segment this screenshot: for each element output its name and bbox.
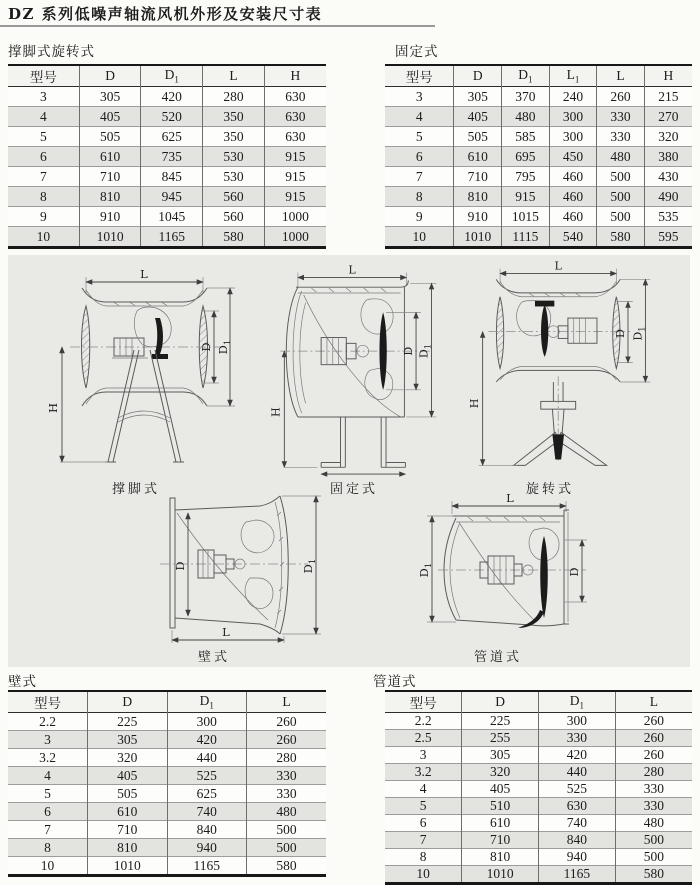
dim-label-d: D bbox=[199, 342, 213, 352]
table-cell: 8 bbox=[419, 849, 427, 864]
caption-duct: 管道式 bbox=[474, 649, 523, 664]
column-header: $D_1$ bbox=[141, 65, 203, 87]
dimension-table-fixed bbox=[385, 64, 692, 249]
table-cell: 5 bbox=[40, 128, 47, 144]
table-cell: 610 bbox=[462, 815, 539, 832]
table-cell: 405 bbox=[79, 107, 141, 127]
column-header: 型号 bbox=[405, 70, 433, 85]
table-cell: 940 bbox=[539, 849, 616, 866]
table-cell: 225 bbox=[88, 713, 168, 731]
table-row bbox=[385, 187, 692, 207]
table-cell: 320 bbox=[88, 749, 168, 767]
table-cell: 945 bbox=[141, 187, 203, 207]
table-cell: 9 bbox=[40, 208, 47, 224]
caption-fixed: 固定式 bbox=[330, 481, 379, 496]
table-row bbox=[385, 781, 692, 798]
table-row bbox=[385, 832, 692, 849]
table-cell: 215 bbox=[644, 87, 692, 107]
table-cell: 525 bbox=[539, 781, 616, 798]
table-cell: 10 bbox=[40, 857, 55, 873]
dim-label-d1: $D_1$ bbox=[631, 326, 647, 341]
table-cell: 540 bbox=[549, 227, 597, 248]
table-row bbox=[8, 167, 326, 187]
table-cell: 2.2 bbox=[39, 713, 56, 729]
table-cell: 610 bbox=[454, 147, 502, 167]
table-cell: 350 bbox=[203, 107, 265, 127]
table-cell: 10 bbox=[36, 228, 51, 244]
section-label-wall: 壁式 bbox=[8, 674, 37, 689]
table-cell: 480 bbox=[502, 107, 550, 127]
caption-support-foot: 撑脚式 bbox=[112, 481, 161, 496]
table-cell: 440 bbox=[539, 764, 616, 781]
table-cell: 330 bbox=[597, 127, 645, 147]
table-cell: 500 bbox=[247, 839, 327, 857]
table-row bbox=[385, 764, 692, 781]
table-cell: 915 bbox=[264, 147, 326, 167]
table-cell: 630 bbox=[539, 798, 616, 815]
table-cell: 480 bbox=[615, 815, 692, 832]
table-cell: 330 bbox=[539, 730, 616, 747]
table-cell: 3 bbox=[44, 731, 51, 747]
table-cell: 910 bbox=[79, 207, 141, 227]
dimension-table-support-rotary bbox=[8, 64, 326, 249]
table-cell: 6 bbox=[44, 803, 51, 819]
column-header: H bbox=[644, 65, 692, 87]
table-cell: 610 bbox=[88, 803, 168, 821]
table-cell: 480 bbox=[597, 147, 645, 167]
column-header: $D_1$ bbox=[502, 65, 550, 87]
table-cell: 8 bbox=[415, 188, 423, 204]
table-cell: 740 bbox=[539, 815, 616, 832]
table-cell: 4 bbox=[44, 767, 51, 783]
table-row bbox=[385, 849, 692, 866]
table-cell: 940 bbox=[167, 839, 247, 857]
dim-label-h: H bbox=[467, 398, 481, 409]
table-cell: 405 bbox=[88, 767, 168, 785]
section-label-support-rotary: 撑脚式旋转式 bbox=[8, 44, 95, 59]
table-cell: 595 bbox=[644, 227, 692, 248]
table-cell: 320 bbox=[644, 127, 692, 147]
table-cell: 510 bbox=[462, 798, 539, 815]
table-cell: 710 bbox=[88, 821, 168, 839]
section-label-duct: 管道式 bbox=[373, 674, 417, 689]
table-cell: 5 bbox=[415, 128, 423, 144]
table-cell: 260 bbox=[597, 87, 645, 107]
column-header: $D_1$ bbox=[167, 691, 247, 713]
table-cell: 350 bbox=[203, 127, 265, 147]
table-cell: 430 bbox=[644, 167, 692, 187]
dim-label-d: D bbox=[402, 346, 416, 356]
header-row bbox=[385, 691, 692, 713]
table-cell: 490 bbox=[644, 187, 692, 207]
dim-label-d: D bbox=[173, 561, 187, 571]
table-cell: 300 bbox=[539, 713, 616, 730]
table-cell: 910 bbox=[454, 207, 502, 227]
table-cell: 260 bbox=[247, 731, 327, 749]
table-cell: 810 bbox=[454, 187, 502, 207]
table-cell: 5 bbox=[419, 798, 427, 813]
table-cell: 710 bbox=[462, 832, 539, 849]
table-row bbox=[385, 207, 692, 227]
table-cell: 10 bbox=[412, 228, 426, 244]
table-cell: 225 bbox=[462, 713, 539, 730]
diagram-wall bbox=[140, 486, 335, 646]
table-row bbox=[385, 815, 692, 832]
column-header: H bbox=[264, 65, 326, 87]
table-row bbox=[385, 866, 692, 884]
dimension-table-duct bbox=[385, 690, 692, 885]
table-row bbox=[385, 167, 692, 187]
column-header: D bbox=[88, 691, 168, 713]
table-cell: 915 bbox=[264, 187, 326, 207]
table-cell: 915 bbox=[502, 187, 550, 207]
table-cell: 305 bbox=[88, 731, 168, 749]
table-row bbox=[8, 87, 326, 107]
table-cell: 710 bbox=[79, 167, 141, 187]
table-cell: 500 bbox=[597, 207, 645, 227]
table-cell: 500 bbox=[597, 167, 645, 187]
table-cell: 1115 bbox=[502, 227, 550, 248]
table-cell: 7 bbox=[419, 832, 427, 847]
table-row bbox=[8, 803, 326, 821]
table-cell: 305 bbox=[79, 87, 141, 107]
table-row bbox=[8, 147, 326, 167]
table-cell: 460 bbox=[549, 167, 597, 187]
column-header: D bbox=[79, 65, 141, 87]
table-cell: 3.2 bbox=[39, 749, 56, 765]
table-cell: 500 bbox=[597, 187, 645, 207]
table-cell: 330 bbox=[247, 767, 327, 785]
table-row bbox=[385, 747, 692, 764]
table-cell: 300 bbox=[549, 107, 597, 127]
table-cell: 3 bbox=[40, 88, 47, 104]
table-row bbox=[8, 127, 326, 147]
table-row bbox=[8, 767, 326, 785]
title-underline bbox=[0, 25, 435, 27]
table-cell: 7 bbox=[415, 168, 423, 184]
table-row bbox=[385, 107, 692, 127]
table-row bbox=[385, 127, 692, 147]
dim-label-l: L bbox=[222, 625, 230, 639]
table-row bbox=[385, 227, 692, 248]
table-cell: 810 bbox=[462, 849, 539, 866]
table-cell: 480 bbox=[247, 803, 327, 821]
table-cell: 580 bbox=[203, 227, 265, 248]
table-cell: 1165 bbox=[141, 227, 203, 248]
table-cell: 280 bbox=[615, 764, 692, 781]
table-cell: 6 bbox=[419, 815, 427, 830]
table-cell: 915 bbox=[264, 167, 326, 187]
table-cell: 810 bbox=[88, 839, 168, 857]
table-cell: 320 bbox=[462, 764, 539, 781]
table-cell: 280 bbox=[247, 749, 327, 767]
table-cell: 505 bbox=[79, 127, 141, 147]
table-cell: 845 bbox=[141, 167, 203, 187]
page-title: DZ 系列低噪声轴流风机外形及安装尺寸表 bbox=[8, 5, 323, 23]
table-cell: 270 bbox=[644, 107, 692, 127]
table-cell: 440 bbox=[167, 749, 247, 767]
section-label-fixed: 固定式 bbox=[395, 44, 439, 59]
table-cell: 240 bbox=[549, 87, 597, 107]
table-row bbox=[8, 227, 326, 248]
table-cell: 580 bbox=[597, 227, 645, 248]
table-cell: 260 bbox=[247, 713, 327, 731]
table-cell: 4 bbox=[415, 108, 423, 124]
table-cell: 630 bbox=[264, 87, 326, 107]
table-cell: 2.5 bbox=[414, 730, 432, 745]
table-row bbox=[385, 730, 692, 747]
table-cell: 625 bbox=[141, 127, 203, 147]
table-cell: 560 bbox=[203, 207, 265, 227]
table-cell: 710 bbox=[454, 167, 502, 187]
table-cell: 740 bbox=[167, 803, 247, 821]
table-cell: 330 bbox=[247, 785, 327, 803]
column-header: 型号 bbox=[34, 696, 61, 711]
dim-label-d1: $D_1$ bbox=[417, 344, 433, 359]
column-header: $D_1$ bbox=[539, 691, 616, 713]
table-cell: 260 bbox=[615, 730, 692, 747]
table-row bbox=[8, 187, 326, 207]
table-cell: 1000 bbox=[264, 207, 326, 227]
column-header: L bbox=[247, 691, 327, 713]
table-row bbox=[385, 713, 692, 730]
table-row bbox=[385, 147, 692, 167]
table-cell: 8 bbox=[44, 839, 51, 855]
table-cell: 3 bbox=[415, 88, 423, 104]
table-cell: 1165 bbox=[539, 866, 616, 884]
table-cell: 1010 bbox=[88, 857, 168, 876]
table-row bbox=[8, 785, 326, 803]
table-cell: 840 bbox=[167, 821, 247, 839]
table-row bbox=[385, 87, 692, 107]
table-cell: 7 bbox=[40, 168, 47, 184]
table-cell: 530 bbox=[203, 167, 265, 187]
table-cell: 795 bbox=[502, 167, 550, 187]
header-row bbox=[385, 65, 692, 87]
table-cell: 1010 bbox=[79, 227, 141, 248]
dim-label-l: L bbox=[506, 491, 514, 505]
table-cell: 630 bbox=[264, 127, 326, 147]
table-row bbox=[385, 798, 692, 815]
table-cell: 255 bbox=[462, 730, 539, 747]
table-cell: 260 bbox=[615, 713, 692, 730]
table-cell: 9 bbox=[415, 208, 423, 224]
dim-label-l: L bbox=[140, 267, 148, 281]
table-cell: 1045 bbox=[141, 207, 203, 227]
table-cell: 330 bbox=[615, 781, 692, 798]
table-cell: 1000 bbox=[264, 227, 326, 248]
table-cell: 405 bbox=[454, 107, 502, 127]
diagram-support-foot bbox=[42, 266, 242, 476]
table-cell: 6 bbox=[415, 148, 423, 164]
diagram-fixed bbox=[266, 262, 446, 477]
table-cell: 2.2 bbox=[414, 713, 432, 728]
dim-label-l: L bbox=[554, 259, 562, 273]
table-cell: 305 bbox=[462, 747, 539, 764]
diagram-rotary bbox=[460, 258, 670, 476]
table-cell: 3 bbox=[419, 747, 427, 762]
column-header: L bbox=[203, 65, 265, 87]
table-row bbox=[8, 749, 326, 767]
table-cell: 585 bbox=[502, 127, 550, 147]
table-cell: 580 bbox=[247, 857, 327, 876]
header-row bbox=[8, 65, 326, 87]
table-cell: 630 bbox=[264, 107, 326, 127]
table-cell: 405 bbox=[462, 781, 539, 798]
table-cell: 625 bbox=[167, 785, 247, 803]
table-cell: 1010 bbox=[454, 227, 502, 248]
table-cell: 1165 bbox=[167, 857, 247, 876]
table-cell: 6 bbox=[40, 148, 47, 164]
table-row bbox=[8, 857, 326, 876]
table-cell: 505 bbox=[454, 127, 502, 147]
column-header: 型号 bbox=[409, 696, 437, 711]
table-cell: 1010 bbox=[462, 866, 539, 884]
table-cell: 520 bbox=[141, 107, 203, 127]
dim-label-h: H bbox=[46, 402, 60, 414]
dim-label-d1: $D_1$ bbox=[417, 562, 434, 578]
table-cell: 8 bbox=[40, 188, 47, 204]
table-cell: 500 bbox=[615, 832, 692, 849]
column-header: $L_1$ bbox=[549, 65, 597, 87]
table-cell: 1015 bbox=[502, 207, 550, 227]
table-row bbox=[8, 731, 326, 749]
table-cell: 280 bbox=[203, 87, 265, 107]
column-header: D bbox=[454, 65, 502, 87]
table-cell: 305 bbox=[454, 87, 502, 107]
dim-label-l: L bbox=[348, 263, 356, 277]
dim-label-h: H bbox=[269, 407, 283, 417]
table-row bbox=[8, 839, 326, 857]
dim-label-d1: $D_1$ bbox=[301, 558, 318, 574]
table-cell: 840 bbox=[539, 832, 616, 849]
table-cell: 610 bbox=[79, 147, 141, 167]
table-cell: 525 bbox=[167, 767, 247, 785]
header-row bbox=[8, 691, 326, 713]
table-cell: 810 bbox=[79, 187, 141, 207]
table-cell: 7 bbox=[44, 821, 51, 837]
table-cell: 300 bbox=[549, 127, 597, 147]
table-cell: 695 bbox=[502, 147, 550, 167]
table-row bbox=[8, 107, 326, 127]
table-cell: 330 bbox=[597, 107, 645, 127]
dim-label-d: D bbox=[567, 567, 581, 577]
table-cell: 420 bbox=[539, 747, 616, 764]
table-cell: 330 bbox=[615, 798, 692, 815]
table-cell: 4 bbox=[40, 108, 47, 124]
table-cell: 5 bbox=[44, 785, 51, 801]
table-cell: 505 bbox=[88, 785, 168, 803]
table-cell: 460 bbox=[549, 207, 597, 227]
table-cell: 450 bbox=[549, 147, 597, 167]
caption-rotary: 旋转式 bbox=[526, 481, 575, 496]
table-cell: 260 bbox=[615, 747, 692, 764]
column-header: L bbox=[597, 65, 645, 87]
table-row bbox=[8, 821, 326, 839]
table-row bbox=[8, 207, 326, 227]
diagram-duct bbox=[416, 492, 611, 642]
table-cell: 560 bbox=[203, 187, 265, 207]
caption-wall: 壁式 bbox=[198, 649, 231, 664]
table-cell: 460 bbox=[549, 187, 597, 207]
table-cell: 735 bbox=[141, 147, 203, 167]
table-cell: 300 bbox=[167, 713, 247, 731]
column-header: 型号 bbox=[29, 70, 57, 85]
dimension-table-wall bbox=[8, 690, 326, 877]
table-cell: 370 bbox=[502, 87, 550, 107]
dim-label-d: D bbox=[614, 329, 628, 339]
table-cell: 3.2 bbox=[414, 764, 432, 779]
table-cell: 500 bbox=[615, 849, 692, 866]
table-cell: 380 bbox=[644, 147, 692, 167]
table-cell: 535 bbox=[644, 207, 692, 227]
table-cell: 530 bbox=[203, 147, 265, 167]
table-cell: 10 bbox=[416, 866, 430, 881]
column-header: L bbox=[615, 691, 692, 713]
column-header: D bbox=[462, 691, 539, 713]
table-cell: 420 bbox=[167, 731, 247, 749]
dim-label-d1: $D_1$ bbox=[216, 339, 233, 355]
table-row bbox=[8, 713, 326, 731]
table-cell: 420 bbox=[141, 87, 203, 107]
table-cell: 580 bbox=[615, 866, 692, 884]
table-cell: 4 bbox=[419, 781, 427, 796]
table-cell: 500 bbox=[247, 821, 327, 839]
